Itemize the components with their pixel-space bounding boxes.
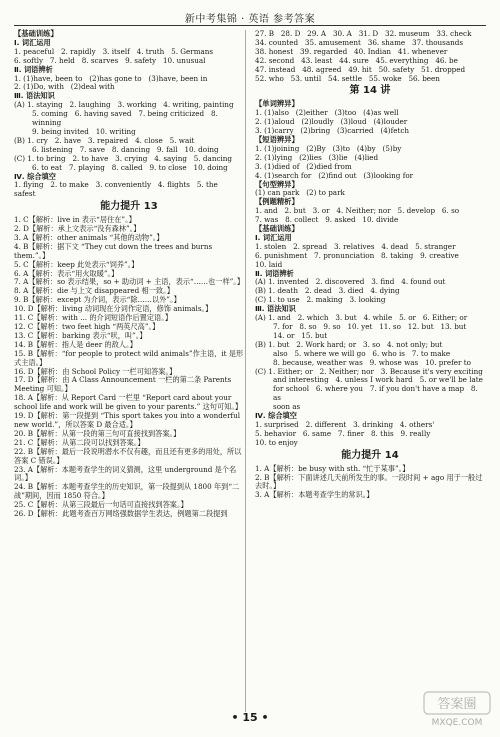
section-heading: 【基础训练】 — [14, 29, 58, 38]
page-number: • 15 • — [231, 711, 269, 724]
section-title-lecture-14: 第 14 讲 — [349, 85, 391, 97]
left-basic-training — [14, 30, 244, 199]
answer-item: 2. D【解析：承上文表示“没有森林”。】 — [14, 224, 141, 234]
section-heading: 【例题精析】 — [255, 197, 299, 207]
answer-line: 27. B 28. D 29. A 30. A 31. D 32. museum 33. check — [255, 29, 472, 38]
answer-item: 13. C【解析：barking 表示“吠，叫”。】 — [14, 330, 147, 340]
section-title-ability-13: 能力提升 13 — [100, 201, 158, 213]
answer-line: 52. who 53. until 54. settle 55. woke 56. been — [255, 73, 440, 83]
answer-line: soon as — [273, 402, 301, 412]
answer-line: 2. (1)aloud (2)loudly (3)loud (4)louder — [255, 117, 408, 127]
answer-item: 8. A【解析：die 与上文 disappeared 相一致。】 — [14, 286, 174, 296]
section-heading: Ⅳ. 综合填空 — [14, 171, 56, 181]
watermark-logo — [422, 690, 492, 730]
answer-line: for school 6. where you 7. if you don't have a map 8. as — [273, 384, 481, 403]
answer-line: 5. behavior 6. same 7. finer 8. this 9. really — [255, 428, 431, 438]
answer-item: 5. C【解析：keep 此处表示“饲养”。】 — [14, 259, 139, 269]
answer-line: 1. and 2. but 3. or 4. Neither; nor 5. develop 6. so — [255, 206, 460, 216]
header-rule — [14, 25, 486, 26]
answer-item: 26. D【解析：此题考查百万网络强数据学生表达，例题第二段提到 — [14, 509, 228, 519]
answer-item: 6. A【解析：表示“用火取暖”。】 — [14, 268, 119, 278]
answer-line: (C) 1. to bring 2. to have 3. crying 4. saying 5. dancing — [14, 153, 232, 163]
section-heading: Ⅲ. 语法知识 — [14, 91, 55, 101]
answer-item: 10. D【解析：living 动词现在分词作定语，修饰 animals。】 — [14, 304, 213, 314]
answer-line: 6. punishment 7. pronunciation 8. taking 9. creative — [255, 250, 459, 260]
section-heading: Ⅱ. 词语辨析 — [14, 64, 53, 74]
answer-line: 9. being invited 10. writing — [32, 126, 136, 136]
answer-line: (B) 1. death 2. dead 3. died 4. dying — [255, 286, 400, 296]
answer-line: (A) 1. invented 2. discovered 3. find 4. found out — [255, 277, 446, 287]
answer-line: 7. was 8. collect 9. asked 10. divide — [255, 215, 399, 225]
answer-line: 1. flying 2. to make 3. conveniently 4. flights 5. the — [14, 180, 218, 190]
section-heading: Ⅱ. 词语辨析 — [255, 268, 294, 278]
answer-item: 25. C【解析：从第三段最后一句话可直接找到答案。】 — [14, 500, 188, 510]
answer-line: 4. (1)search for (2)find out (3)looking for — [255, 170, 414, 180]
answer-line: 6. listening 7. save 8. dancing 9. fall 10. doing — [32, 144, 219, 154]
answer-item: 14. B【解析：指人是 deer 的敌人。】 — [14, 339, 137, 349]
left-answer-list — [14, 216, 244, 519]
right-lecture-answers — [255, 100, 485, 447]
svg-text:MXQE.COM: MXQE.COM — [431, 718, 483, 728]
answer-line: 38. honest 39. regarded 40. Indian 41. whenever — [255, 46, 448, 56]
answer-item: 3. A【解析：本题考查学生的常识。】 — [255, 490, 374, 500]
answer-line: 1. (1)have, been to (2)has gone to (3)have, been in — [14, 73, 208, 83]
right-column — [255, 30, 485, 500]
answer-item: 12. C【解析：two feet high “两英尺高”。】 — [14, 322, 160, 331]
answer-line: 6. to eat 7. playing 8. called 9. to close 10. doing — [32, 162, 228, 172]
answer-item: 18. A【解析：从 Report Card 一栏里 “Report card about your school life and work will be given to your parents.” 这句可知。】 — [14, 393, 243, 412]
answer-item: 3. A【解析：other animals “其他的动物”。】 — [14, 232, 164, 242]
answer-item: 17. D【解析：由 A Class Announcement 一栏的第二条 Parents Meeting 可知。】 — [14, 375, 234, 394]
answer-line: 3. (1)died of (2)died from — [255, 161, 352, 171]
answer-item: 2. B【解析：下面讲述几天前所发生的事。一段时间 + ago 用于一般过去时。】 — [255, 472, 483, 491]
answer-line: 10. to enjoy — [255, 437, 298, 447]
answer-line: 1. peaceful 2. rapidly 3. itself 4. truth 5. Germans — [14, 46, 214, 56]
answer-item: 20. B【解析：从第一段的第三句可直接找到答案。】 — [14, 428, 181, 438]
svg-text:答案圈: 答案圈 — [437, 697, 477, 712]
answer-item: 21. C【解析：从第二段可以找到答案。】 — [14, 437, 145, 447]
page-header: 新中考集锦 · 英语 参考答案 — [184, 14, 316, 25]
answer-item: 23. A【解析：本题考查学生的词义猜测，这里 underground 是个名词。】 — [14, 464, 237, 483]
answer-line: 1. (1)also (2)either (3)too (4)as well — [255, 108, 399, 118]
answer-line: 6. softly 7. held 8. scarves 9. safety 10. unusual — [14, 55, 206, 65]
answer-item: 9. B【解析：except 为介词，表示“除……以外”。】 — [14, 295, 181, 305]
answer-line: 8. because, weather was 9. whose was 10. prefer to — [273, 357, 471, 367]
answer-line: 2. (1)lying (2)lies (3)lie (4)lied — [255, 152, 379, 162]
answer-item: 4. B【解析：据下文 “They cut down the trees and burns them.”。】 — [14, 241, 215, 260]
answer-line: 10. laid — [255, 259, 283, 269]
answer-item: 19. D【解析：第一段提到 “This sport takes you into a wonderful new world.”，所以答案 D 最合适。】 — [14, 411, 243, 429]
answer-line: (1) can park (2) to park — [255, 188, 345, 198]
answer-item: 1. A【解析：be busy with sth. “忙于某事”。】 — [255, 463, 410, 473]
section-heading: 【短语辨异】 — [255, 134, 299, 144]
answer-line: 3. (1)carry (2)bring (3)carried (4)fetch — [255, 126, 410, 136]
answer-line: 5. coming 6. having saved 7. being criticized 8. winning — [32, 109, 221, 128]
answer-line: (A) 1. staying 2. laughing 3. working 4. writing, painting — [14, 100, 234, 110]
answer-line: also 5. where we will go 6. who is 7. to make — [273, 348, 451, 358]
answer-line: 42. second 43. least 44. sure 45. everything 46. be — [255, 55, 458, 65]
answer-item: 11. C【解析：with ... 的介词短语作后置定语。】 — [14, 313, 173, 323]
answer-line: 1. (1)joining (2)By (3)to (4)by (5)by — [255, 143, 402, 153]
column-divider — [245, 30, 246, 712]
answer-item: 16. D【解析：由 School Policy 一栏可知答案。】 — [14, 366, 177, 376]
section-heading: Ⅲ. 语法知识 — [255, 304, 296, 314]
left-column — [14, 30, 244, 519]
answer-item: 24. B【解析：本题考查学生的历史知识，第一段提到从 1800 年到“二战”期间，因而 1850 符合。】 — [14, 482, 240, 501]
answer-line: (B) 1. but 2. Work hard; or 3. so 4. not only; but — [255, 339, 443, 349]
answer-line: safest — [14, 189, 36, 199]
section-title-ability-14: 能力提升 14 — [341, 449, 399, 461]
answer-line: 47. instead 48. agreed 49. hit 50. safety 51. dropped — [255, 64, 466, 74]
section-heading: 【基础训练】 — [255, 224, 299, 234]
right-continued-answers — [255, 30, 485, 83]
answer-line: 2. (1)Do, with (2)deal with — [14, 82, 115, 92]
right-answer-list — [255, 465, 485, 501]
answer-line: (A) 1. and 2. which 3. but 4. while 5. or 6. Either; or — [255, 313, 468, 323]
section-heading: 【句型辨异】 — [255, 179, 299, 189]
answer-line: and interesting 4. unless I work hard 5. or we'll be late — [273, 375, 483, 385]
answer-line: 7. for 8. so 9. so 10. yet 11. so 12. but 13. but — [273, 322, 467, 331]
section-heading: 【单词辨异】 — [255, 99, 299, 109]
answer-line: (B) 1. cry 2. have 3. repaired 4. close 5. wait — [14, 135, 195, 145]
answer-item: 1. C【解析：live in 表示“居住在”。】 — [14, 215, 136, 225]
answer-line: (C) 1. to use 2. making 3. looking — [255, 295, 386, 305]
answer-line: 1. surprised 2. different 3. drinking 4. others' — [255, 419, 435, 429]
answer-line: 14. or 15. but — [273, 330, 328, 340]
section-heading: Ⅰ. 词汇运用 — [255, 232, 292, 242]
answer-item: 22. B【解析：最后一段说明潜水不仅有趣，而且还有更多的用处，所以答案 C 错误。】 — [14, 446, 242, 465]
answer-item: 15. B【解析：“for people to protect wild animals”作主语，it 是形式主语。】 — [14, 348, 244, 367]
section-heading: Ⅰ. 词汇运用 — [14, 37, 51, 47]
answer-line: 1. stolen 2. spread 3. relatives 4. dead 5. stranger — [255, 241, 456, 251]
answer-line: 34. counted 35. amusement 36. shame 37. thousands — [255, 37, 464, 47]
answer-line: (C) 1. Either; or 2. Neither; nor 3. Because it's very exciting — [255, 366, 483, 376]
section-heading: Ⅳ. 综合填空 — [255, 411, 297, 421]
answer-item: 7. A【解析：so 表示结果，so + 助动词 + 主语，表示“……也一样”。】 — [14, 277, 245, 287]
